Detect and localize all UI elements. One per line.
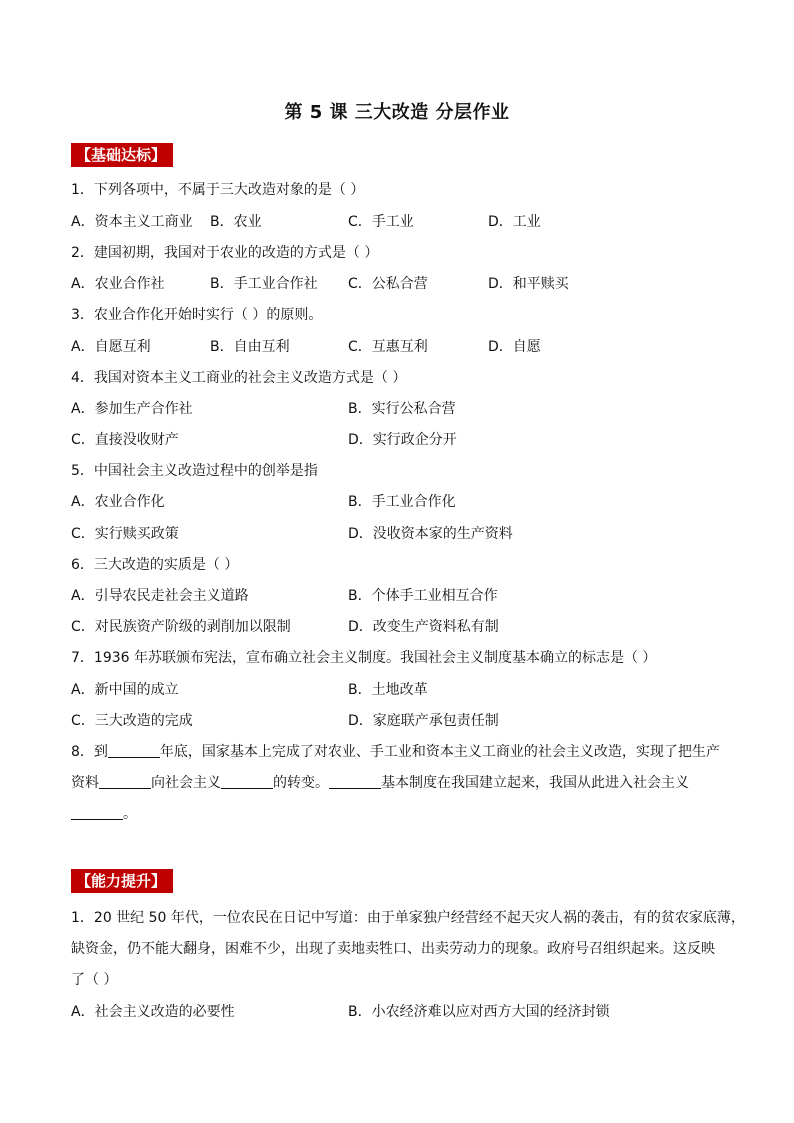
q8-text: 的转变。 [273, 775, 329, 791]
answer-blank[interactable] [221, 774, 273, 789]
question-stem: 4．我国对资本主义工商业的社会主义改造方式是（ ） [71, 370, 407, 386]
option-d: D．工业 [488, 214, 541, 230]
q8-text: 8．到 [71, 744, 108, 760]
option-a: A．资本主义工商业 [71, 214, 193, 230]
option-a: A．新中国的成立 [71, 682, 179, 698]
option-b: B．土地改革 [348, 682, 428, 698]
option-d: D．没收资本家的生产资料 [348, 526, 513, 542]
option-a: A．农业合作化 [71, 494, 165, 510]
option-d: D．实行政企分开 [348, 432, 457, 448]
option-c: C．手工业 [348, 214, 414, 230]
option-b: B．手工业合作化 [348, 494, 456, 510]
question-stem: 2．建国初期，我国对于农业的改造的方式是（ ） [71, 245, 379, 261]
answer-blank[interactable] [99, 774, 151, 789]
question-stem-line: 了（ ） [71, 972, 118, 988]
q8-text: 。 [123, 806, 137, 822]
page-title: 第 5 课 三大改造 分层作业 [284, 102, 510, 123]
option-c: C．对民族资产阶级的剥削加以限制 [71, 619, 291, 635]
section-advanced-label: 【能力提升】 [71, 869, 173, 893]
option-b: B．个体手工业相互合作 [348, 588, 498, 604]
option-a: A．参加生产合作社 [71, 401, 193, 417]
question-8-line-1 [71, 742, 720, 762]
option-d: D．家庭联产承包责任制 [348, 713, 499, 729]
option-c: C．三大改造的完成 [71, 713, 193, 729]
answer-blank[interactable] [108, 743, 160, 758]
question-8-line-3 [71, 804, 137, 824]
section-basic-label: 【基础达标】 [71, 143, 173, 167]
option-b: B．手工业合作社 [210, 276, 318, 292]
option-c: C．互惠互利 [348, 339, 428, 355]
q8-text: 资料 [71, 775, 99, 791]
answer-blank[interactable] [329, 774, 381, 789]
q8-text: 年底，国家基本上完成了对农业、手工业和资本主义工商业的社会主义改造，实现了把生产 [159, 744, 720, 760]
question-stem: 5．中国社会主义改造过程中的创举是指 [71, 463, 318, 479]
option-a: A．引导农民走社会主义道路 [71, 588, 249, 604]
question-stem: 6．三大改造的实质是（ ） [71, 557, 239, 573]
q8-text: 向社会主义 [151, 775, 221, 791]
question-stem-line: 缺资金，仍不能大翻身，困难不少，出现了卖地卖牲口、出卖劳动力的现象。政府号召组织起来。这反映 [71, 941, 715, 957]
option-b: B．自由互利 [210, 339, 290, 355]
option-d: D．改变生产资料私有制 [348, 619, 499, 635]
option-c: C．实行赎买政策 [71, 526, 179, 542]
question-stem: 7．1936 年苏联颁布宪法，宣布确立社会主义制度。我国社会主义制度基本确立的标志是（ ） [71, 650, 657, 666]
option-c: C．公私合营 [348, 276, 428, 292]
option-a: A．社会主义改造的必要性 [71, 1004, 235, 1020]
q8-text: 基本制度在我国建立起来，我国从此进入社会主义 [381, 775, 689, 791]
option-b: B．小农经济难以应对西方大国的经济封锁 [348, 1004, 610, 1020]
question-8-line-2 [71, 773, 689, 793]
option-a: A．农业合作社 [71, 276, 165, 292]
option-d: D．自愿 [488, 339, 541, 355]
question-stem-line: 1．20 世纪 50 年代，一位农民在日记中写道：由于单家独户经营经不起天灾人祸的袭击，有的贫农家底薄， [71, 910, 745, 926]
option-c: C．直接没收财产 [71, 432, 179, 448]
question-stem: 3．农业合作化开始时实行（ ）的原则。 [71, 307, 323, 323]
answer-blank[interactable] [71, 805, 123, 820]
option-b: B．实行公私合营 [348, 401, 456, 417]
option-d: D．和平赎买 [488, 276, 569, 292]
option-b: B．农业 [210, 214, 262, 230]
option-a: A．自愿互利 [71, 339, 151, 355]
question-stem: 1．下列各项中，不属于三大改造对象的是（ ） [71, 182, 365, 198]
